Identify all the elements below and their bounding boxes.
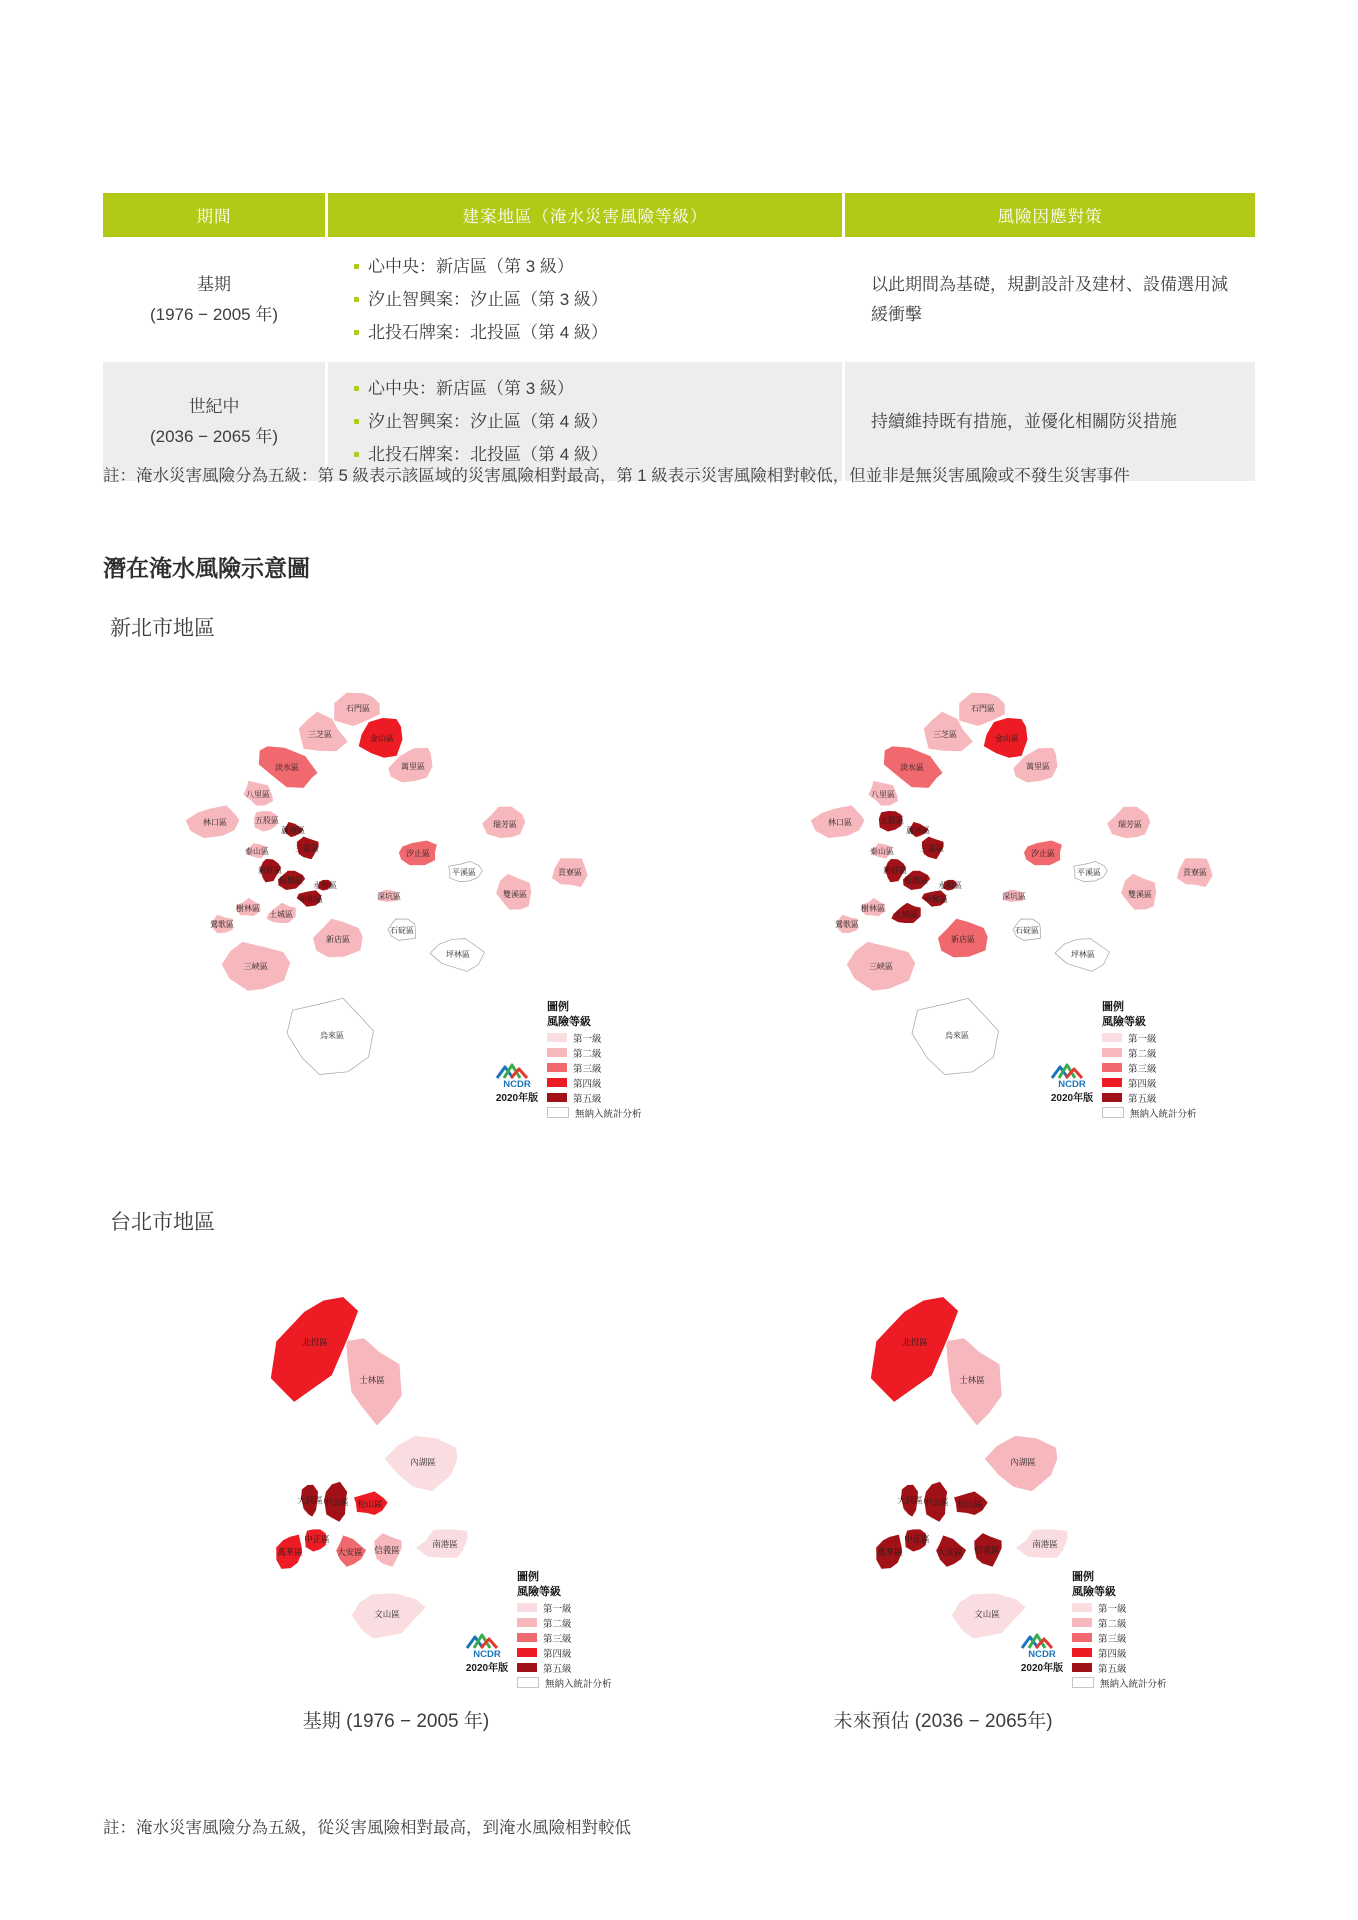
legend-label: 無納入統計分析 bbox=[1130, 1108, 1197, 1120]
district-region bbox=[870, 1297, 958, 1403]
map-legend bbox=[495, 1000, 673, 1120]
district-label: 五股區 bbox=[255, 816, 279, 825]
map-panel-taipei-base bbox=[150, 1262, 645, 1707]
district-label: 泰山區 bbox=[870, 847, 894, 856]
caption-future-period: 未來預估 (2036 − 2065年) bbox=[833, 1711, 1053, 1732]
district-label: 鶯歌區 bbox=[210, 920, 234, 929]
table-note: 註：淹水災害風險分為五級：第 5 級表示該區域的災害風險相對最高，第 1 級表示災害風險相對較低，但並非是無災害風險或不發生災害事件 bbox=[103, 467, 1130, 485]
district-label: 八里區 bbox=[246, 790, 270, 799]
bullet-icon bbox=[354, 330, 359, 335]
district-label: 萬里區 bbox=[401, 762, 425, 771]
legend-label: 第二級 bbox=[573, 1048, 602, 1060]
legend-item bbox=[547, 1045, 673, 1060]
legend-swatch bbox=[1102, 1048, 1122, 1057]
legend-swatch bbox=[547, 1078, 567, 1087]
legend-item bbox=[1072, 1660, 1198, 1675]
district-label: 三芝區 bbox=[308, 730, 332, 739]
map-legend bbox=[1020, 1570, 1198, 1690]
map-panel-taipei-future bbox=[690, 1262, 1210, 1707]
district-label: 林口區 bbox=[828, 818, 852, 827]
legend-item bbox=[547, 1105, 673, 1120]
legend-label: 第五級 bbox=[1128, 1093, 1157, 1105]
ncdr-text: NCDR bbox=[473, 1649, 501, 1658]
choropleth-map-taipei-base bbox=[150, 1262, 580, 1702]
legend-swatch bbox=[1072, 1633, 1092, 1642]
legend-subtitle: 風險等級 bbox=[547, 1016, 591, 1028]
subtitle-taipei: 台北市地區 bbox=[110, 1211, 215, 1234]
district-label: 萬華區 bbox=[277, 1547, 303, 1557]
ncdr-version: 2020年版 bbox=[1050, 1093, 1094, 1104]
district-label: 永和區 bbox=[313, 881, 337, 890]
list-item-text: 北投石牌案：北投區（第 4 級） bbox=[368, 323, 608, 342]
legend-item bbox=[1102, 1075, 1228, 1090]
legend-label: 第三級 bbox=[1128, 1063, 1157, 1075]
legend-item bbox=[1072, 1630, 1198, 1645]
ncdr-logo bbox=[1044, 1062, 1100, 1104]
legend-rows bbox=[1102, 1030, 1228, 1120]
legend-rows bbox=[547, 1030, 673, 1120]
legend-label: 無納入統計分析 bbox=[1100, 1678, 1167, 1690]
legend-swatch bbox=[517, 1633, 537, 1642]
list-item bbox=[354, 250, 832, 283]
table-header-period: 期間 bbox=[103, 193, 325, 237]
list-item-text: 心中央：新店區（第 3 級） bbox=[368, 257, 574, 276]
legend-label: 第五級 bbox=[543, 1663, 572, 1675]
choropleth-map-new-taipei-base bbox=[115, 652, 600, 1122]
legend-label: 第四級 bbox=[1098, 1648, 1127, 1660]
list-item bbox=[354, 316, 832, 349]
legend-label: 第二級 bbox=[1128, 1048, 1157, 1060]
district-label: 大安區 bbox=[337, 1547, 363, 1557]
table-cell-period bbox=[103, 240, 325, 359]
legend-label: 第五級 bbox=[573, 1093, 602, 1105]
district-label: 中正區 bbox=[304, 1534, 330, 1544]
district-label: 石碇區 bbox=[1015, 926, 1039, 935]
legend-subtitle: 風險等級 bbox=[1072, 1586, 1116, 1598]
district-label: 烏來區 bbox=[945, 1031, 969, 1040]
list-item-text: 汐止智興案：汐止區（第 4 級） bbox=[368, 412, 608, 431]
district-label: 烏來區 bbox=[320, 1031, 344, 1040]
list-item bbox=[354, 372, 832, 405]
district-label: 鶯歌區 bbox=[835, 920, 859, 929]
district-label: 貢寮區 bbox=[558, 868, 582, 877]
district-label: 雙溪區 bbox=[1128, 890, 1152, 899]
district-label: 永和區 bbox=[938, 881, 962, 890]
bullet-icon bbox=[354, 386, 359, 391]
legend-swatch bbox=[517, 1648, 537, 1657]
legend-item bbox=[1072, 1675, 1198, 1690]
district-label: 石門區 bbox=[971, 704, 995, 713]
table-header-measures: 風險因應對策 bbox=[845, 193, 1255, 237]
legend-label: 第一級 bbox=[1098, 1603, 1127, 1615]
legend-label: 第二級 bbox=[1098, 1618, 1127, 1630]
district-label: 林口區 bbox=[203, 818, 227, 827]
table-header-area: 建案地區（淹水災害風險等級） bbox=[328, 193, 842, 237]
period-years: (2036 − 2065 年) bbox=[149, 426, 279, 446]
legend-item bbox=[1102, 1090, 1228, 1105]
map-panel-new-taipei-future bbox=[725, 652, 1225, 1130]
district-label: 三重區 bbox=[295, 844, 319, 853]
legend-swatch bbox=[517, 1677, 539, 1688]
legend-label: 第四級 bbox=[543, 1648, 572, 1660]
list-item-text: 北投石牌案：北投區（第 4 級） bbox=[368, 445, 608, 464]
legend-swatch bbox=[547, 1063, 567, 1072]
district-label: 大同區 bbox=[297, 1495, 323, 1505]
legend-title: 圖例 bbox=[1102, 1001, 1124, 1013]
district-label: 板橋區 bbox=[904, 876, 928, 885]
legend-swatch bbox=[1072, 1648, 1092, 1657]
legend-subtitle: 風險等級 bbox=[517, 1586, 561, 1598]
ncdr-mountain-icon bbox=[1017, 1632, 1067, 1658]
period-name: 基期 bbox=[197, 274, 231, 294]
district-label: 汐止區 bbox=[406, 849, 430, 858]
district-label: 士林區 bbox=[959, 1375, 985, 1385]
legend-swatch bbox=[1102, 1033, 1122, 1042]
list-item bbox=[354, 405, 832, 438]
legend-item bbox=[1102, 1105, 1228, 1120]
district-label: 平溪區 bbox=[452, 868, 476, 877]
section-title: 潛在淹水風險示意圖 bbox=[103, 555, 310, 581]
legend-item bbox=[547, 1090, 673, 1105]
ncdr-text: NCDR bbox=[503, 1079, 531, 1088]
district-label: 內湖區 bbox=[1010, 1457, 1036, 1467]
legend-swatch bbox=[1102, 1078, 1122, 1087]
district-label: 淡水區 bbox=[275, 763, 299, 772]
legend-item bbox=[547, 1030, 673, 1045]
district-label: 大安區 bbox=[937, 1547, 963, 1557]
district-label: 三重區 bbox=[920, 844, 944, 853]
legend-swatch bbox=[1102, 1107, 1124, 1118]
legend-title: 圖例 bbox=[517, 1571, 539, 1583]
legend-item bbox=[517, 1630, 643, 1645]
district-label: 土城區 bbox=[269, 910, 293, 919]
district-label: 中山區 bbox=[323, 1497, 349, 1507]
caption-base-period: 基期 (1976 − 2005 年) bbox=[302, 1711, 490, 1732]
legend-label: 第一級 bbox=[1128, 1033, 1157, 1045]
legend-swatch bbox=[547, 1048, 567, 1057]
legend-label: 第四級 bbox=[1128, 1078, 1157, 1090]
bullet-icon bbox=[354, 264, 359, 269]
district-label: 大同區 bbox=[897, 1495, 923, 1505]
legend-item bbox=[517, 1660, 643, 1675]
district-label: 深坑區 bbox=[1002, 892, 1026, 901]
legend-item bbox=[1072, 1645, 1198, 1660]
list-item-text: 汐止智興案：汐止區（第 3 級） bbox=[368, 290, 608, 309]
district-label: 蘆洲區 bbox=[906, 826, 930, 835]
measure-text: 以此期間為基礎，規劃設計及建材、設備選用減緩衝擊 bbox=[871, 274, 1228, 324]
district-label: 新店區 bbox=[951, 935, 975, 944]
legend-swatch bbox=[1102, 1093, 1122, 1102]
bullet-icon bbox=[354, 419, 359, 424]
district-label: 五股區 bbox=[880, 816, 904, 825]
district-label: 士林區 bbox=[359, 1375, 385, 1385]
legend-rows bbox=[517, 1600, 643, 1690]
district-label: 文山區 bbox=[374, 1609, 400, 1619]
legend-swatch bbox=[1102, 1063, 1122, 1072]
legend-item bbox=[1102, 1060, 1228, 1075]
district-label: 八里區 bbox=[871, 790, 895, 799]
legend-swatch bbox=[1072, 1677, 1094, 1688]
table-cell-areas bbox=[328, 240, 842, 359]
legend-item bbox=[1072, 1615, 1198, 1630]
legend-swatch bbox=[1072, 1663, 1092, 1672]
legend-title: 圖例 bbox=[547, 1001, 569, 1013]
legend-swatch bbox=[1072, 1603, 1092, 1612]
legend-swatch bbox=[1072, 1618, 1092, 1627]
district-label: 石碇區 bbox=[390, 926, 414, 935]
legend-swatch bbox=[547, 1107, 569, 1118]
legend-label: 第三級 bbox=[543, 1633, 572, 1645]
bottom-note: 註：淹水災害風險分為五級，從災害風險相對最高，到淹水風險相對較低 bbox=[103, 1819, 631, 1837]
district-label: 汐止區 bbox=[1031, 849, 1055, 858]
district-label: 北投區 bbox=[902, 1337, 928, 1347]
district-label: 土城區 bbox=[894, 910, 918, 919]
legend-rows bbox=[1072, 1600, 1198, 1690]
ncdr-logo bbox=[489, 1062, 545, 1104]
legend-item bbox=[1102, 1045, 1228, 1060]
district-label: 樹林區 bbox=[861, 904, 885, 913]
risk-table bbox=[103, 193, 1255, 481]
district-label: 三峽區 bbox=[869, 962, 893, 971]
legend-label: 第四級 bbox=[573, 1078, 602, 1090]
district-label: 金山區 bbox=[995, 734, 1019, 743]
district-label: 中山區 bbox=[923, 1497, 949, 1507]
district-label: 深坑區 bbox=[377, 892, 401, 901]
district-label: 內湖區 bbox=[410, 1457, 436, 1467]
ncdr-text: NCDR bbox=[1058, 1079, 1086, 1088]
ncdr-mountain-icon bbox=[1047, 1062, 1097, 1088]
period-name: 世紀中 bbox=[188, 396, 240, 416]
district-label: 坪林區 bbox=[446, 950, 470, 959]
district-label: 新店區 bbox=[326, 935, 350, 944]
map-legend bbox=[1050, 1000, 1228, 1120]
district-label: 新莊區 bbox=[258, 866, 282, 875]
district-label: 南港區 bbox=[1032, 1539, 1058, 1549]
district-label: 信義區 bbox=[974, 1545, 1000, 1555]
ncdr-mountain-icon bbox=[492, 1062, 542, 1088]
district-label: 瑞芳區 bbox=[493, 820, 517, 829]
district-label: 中正區 bbox=[904, 1534, 930, 1544]
district-region bbox=[270, 1297, 358, 1403]
district-label: 文山區 bbox=[974, 1609, 1000, 1619]
legend-swatch bbox=[547, 1093, 567, 1102]
district-label: 平溪區 bbox=[1077, 868, 1101, 877]
district-label: 貢寮區 bbox=[1183, 868, 1207, 877]
district-label: 中和區 bbox=[299, 895, 323, 904]
legend-subtitle: 風險等級 bbox=[1102, 1016, 1146, 1028]
district-label: 萬華區 bbox=[877, 1547, 903, 1557]
district-label: 坪林區 bbox=[1071, 950, 1095, 959]
measure-text: 持續維持既有措施，並優化相關防災措施 bbox=[871, 411, 1177, 431]
district-label: 新莊區 bbox=[883, 866, 907, 875]
district-label: 松山區 bbox=[957, 1499, 983, 1509]
ncdr-version: 2020年版 bbox=[495, 1093, 539, 1104]
district-label: 泰山區 bbox=[245, 847, 269, 856]
district-label: 金山區 bbox=[370, 734, 394, 743]
ncdr-logo bbox=[459, 1632, 515, 1674]
district-label: 松山區 bbox=[357, 1499, 383, 1509]
legend-item bbox=[517, 1675, 643, 1690]
ncdr-text: NCDR bbox=[1028, 1649, 1056, 1658]
legend-label: 第一級 bbox=[543, 1603, 572, 1615]
ncdr-mountain-icon bbox=[462, 1632, 512, 1658]
district-label: 樹林區 bbox=[236, 904, 260, 913]
legend-label: 第三級 bbox=[573, 1063, 602, 1075]
table-cell-measure bbox=[845, 240, 1255, 359]
subtitle-new-taipei: 新北市地區 bbox=[110, 617, 215, 640]
list-item bbox=[354, 283, 832, 316]
legend-swatch bbox=[547, 1033, 567, 1042]
legend-label: 第一級 bbox=[573, 1033, 602, 1045]
legend-item bbox=[1102, 1030, 1228, 1045]
district-label: 淡水區 bbox=[900, 763, 924, 772]
legend-swatch bbox=[517, 1618, 537, 1627]
district-label: 中和區 bbox=[924, 895, 948, 904]
district-label: 北投區 bbox=[302, 1337, 328, 1347]
ncdr-version: 2020年版 bbox=[465, 1663, 509, 1674]
district-label: 板橋區 bbox=[279, 876, 303, 885]
list-item-text: 心中央：新店區（第 3 級） bbox=[368, 379, 574, 398]
ncdr-logo bbox=[1014, 1632, 1070, 1674]
legend-item bbox=[1072, 1600, 1198, 1615]
period-years: (1976 − 2005 年) bbox=[149, 304, 279, 324]
ncdr-version: 2020年版 bbox=[1020, 1663, 1064, 1674]
legend-title: 圖例 bbox=[1072, 1571, 1094, 1583]
legend-swatch bbox=[517, 1663, 537, 1672]
bullet-icon bbox=[354, 297, 359, 302]
district-label: 三峽區 bbox=[244, 962, 268, 971]
district-label: 瑞芳區 bbox=[1118, 820, 1142, 829]
legend-label: 第五級 bbox=[1098, 1663, 1127, 1675]
legend-item bbox=[517, 1615, 643, 1630]
district-label: 信義區 bbox=[374, 1545, 400, 1555]
map-legend bbox=[465, 1570, 643, 1690]
legend-item bbox=[517, 1645, 643, 1660]
legend-swatch bbox=[517, 1603, 537, 1612]
district-label: 南港區 bbox=[432, 1539, 458, 1549]
bullet-icon bbox=[354, 452, 359, 457]
legend-item bbox=[517, 1600, 643, 1615]
district-label: 蘆洲區 bbox=[281, 826, 305, 835]
district-label: 石門區 bbox=[346, 704, 370, 713]
district-label: 雙溪區 bbox=[503, 890, 527, 899]
legend-label: 第二級 bbox=[543, 1618, 572, 1630]
legend-label: 第三級 bbox=[1098, 1633, 1127, 1645]
legend-label: 無納入統計分析 bbox=[575, 1108, 642, 1120]
map-panel-new-taipei-base bbox=[115, 652, 665, 1130]
legend-item bbox=[547, 1075, 673, 1090]
district-label: 萬里區 bbox=[1026, 762, 1050, 771]
district-label: 三芝區 bbox=[933, 730, 957, 739]
legend-label: 無納入統計分析 bbox=[545, 1678, 612, 1690]
legend-item bbox=[547, 1060, 673, 1075]
